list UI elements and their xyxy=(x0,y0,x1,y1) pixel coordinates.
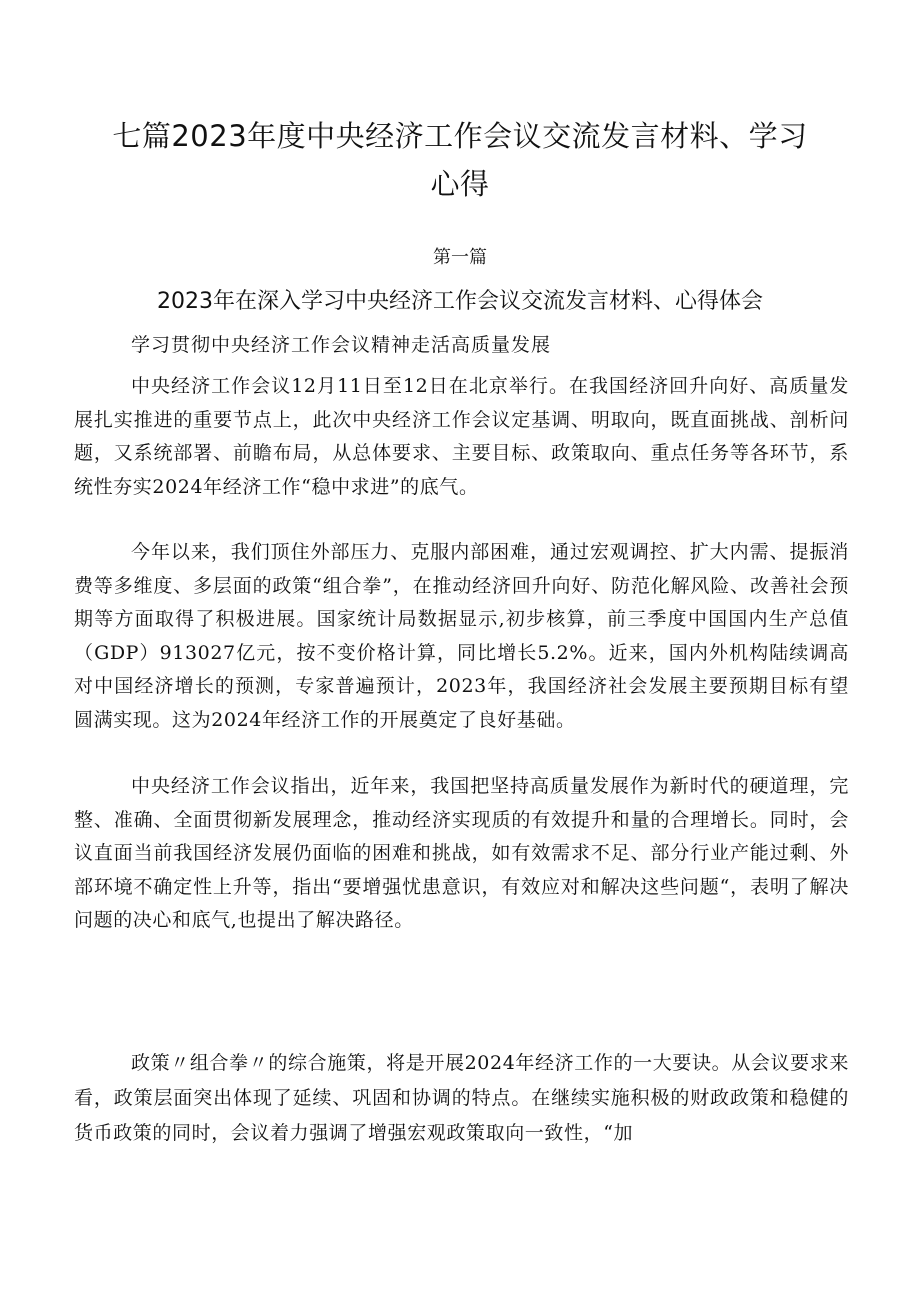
chapter-label: 第一篇 xyxy=(433,247,487,268)
body-paragraph: 中央经济工作会议指出，近年来，我国把坚持高质量发展作为新时代的硬道理，完整、准确、全面贯彻新发展理念，推动经济实现质的有效提升和量的合理增长。同时，会议直面当前我国经济发展仍面临的困难和挑战，如有效需求不足、部分行业产能过剩、外部环境不确定性上升等，指出“要增强忧患意识，有效应对和解决这些问题“，表明了解决问题的决心和底气,也提出了解决路径。 xyxy=(74,775,849,931)
body-paragraph: 今年以来，我们顶住外部压力、克服内部困难，通过宏观调控、扩大内需、提振消费等多维度、多层面的政策“组合拳”，在推动经济回升向好、防范化解风险、改善社会预期等方面取得了积极进展。国家统计局数据显示,初步核算，前三季度中国国内生产总值（GDP）913027亿元，按不变价格计算，同比增长5.2%。近来，国内外机构陆续调高对中国经济增长的预测，专家普遍预计，2023年，我国经济社会发展主要预期目标有望圆满实现。这为2024年经济工作的开展奠定了良好基础。 xyxy=(74,541,849,731)
chapter-title: 2023年在深入学习中央经济工作会议交流发言材料、心得体会 xyxy=(157,289,763,314)
body-paragraph: 中央经济工作会议12月11日至12日在北京举行。在我国经济回升向好、高质量发展扎实推进的重要节点上，此次中央经济工作会议定基调、明取向，既直面挑战、剖析问题，又系统部署、前瞻布局，从总体要求、主要目标、政策取向、重点任务等各环节，系统性夯实2024年经济工作“稳中求进”的底气。 xyxy=(74,375,849,498)
body-paragraph: 政策〃组合拳〃的综合施策，将是开展2024年经济工作的一大要诀。从会议要求来看，政策层面突出体现了延续、巩固和协调的特点。在继续实施积极的财政政策和稳健的货币政策的同时，会议着力强调了增强宏观政策取向一致性，“加 xyxy=(74,1052,849,1144)
article-subtitle: 学习贯彻中央经济工作会议精神走活高质量发展 xyxy=(131,334,552,356)
document-title: 七篇2023年度中央经济工作会议交流发言材料、学习心得 xyxy=(112,119,808,201)
